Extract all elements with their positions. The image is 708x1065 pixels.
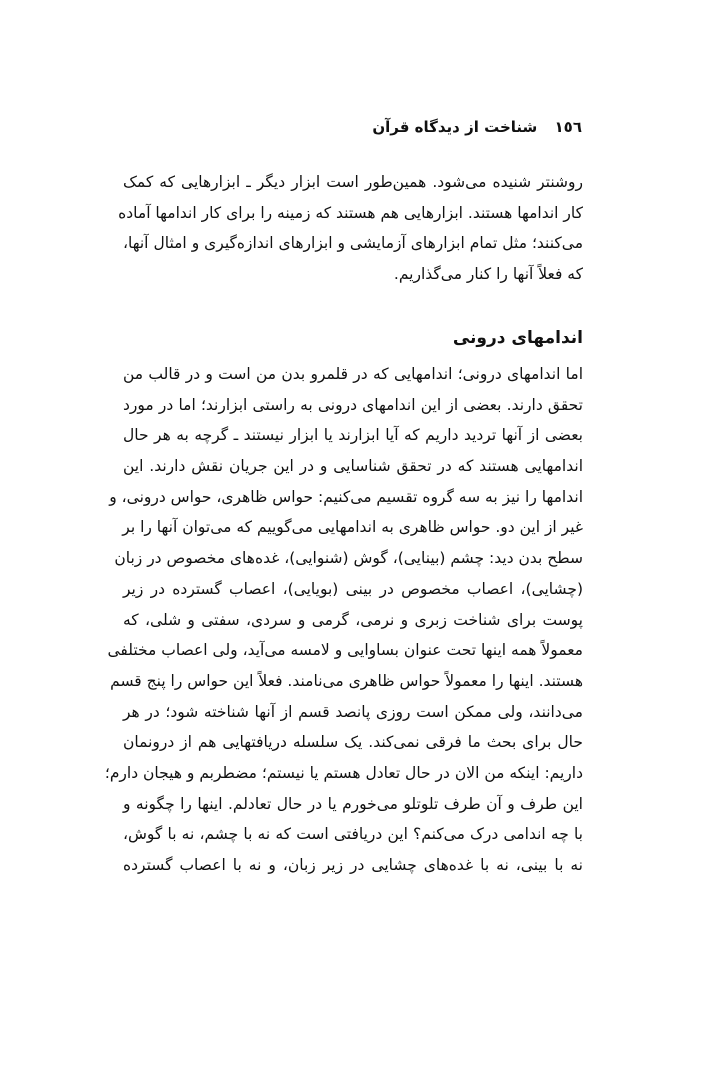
paragraph-1 xyxy=(118,167,583,290)
section-heading: اندامهای درونی xyxy=(452,328,583,348)
text-line: حال برای بحث ما فرقی نمی‌کند. یک سلسله دریافتهایی هم از درونمان xyxy=(123,733,583,752)
text-line: می‌کنند؛ مثل تمام ابزارهای آزمایشی و ابزارهای اندازه‌گیری و امثال آنها، xyxy=(123,234,583,253)
running-header xyxy=(372,118,582,136)
text-line: می‌دانند، ولی ممکن است روزی پانصد قسم از آنها شناخته شود؛ در هر xyxy=(123,702,583,721)
text-line: کار اندامها هستند. ابزارهایی هم هستند که زمینه را برای کار اندامها آماده xyxy=(118,203,583,222)
text-line: که فعلاً آنها را کنار می‌گذاریم. xyxy=(393,265,583,284)
text-line: سطح بدن دید: چشم (بینایی)، گوش (شنوایی)، غده‌های مخصوص در زبان xyxy=(114,549,583,568)
page-number: ١٥٦ xyxy=(554,118,582,136)
text-line: بعضی از آنها تردید داریم که آیا ابزارند یا ابزار نیستند ـ گرچه به هر حال xyxy=(123,426,583,445)
text-line: اندامهایی هستند که در تحقق شناسایی و در این جریان نقش دارند. این xyxy=(123,457,583,476)
book-title: شناخت از دیدگاه قرآن xyxy=(372,118,538,136)
text-line: معمولاً همه اینها تحت عنوان بساوایی و لامسه می‌آید، ولی اعصاب مختلفی xyxy=(107,641,583,660)
text-line: غیر از این دو. حواس ظاهری به اندامهایی می‌گوییم که می‌توان آنها را بر xyxy=(122,518,583,537)
text-line: داریم: اینکه من الان در حال تعادل هستم یا نیستم؛ مضطربم و هیجان دارم؛ xyxy=(104,763,583,782)
text-line: این طرف و آن طرف تلوتلو می‌خورم یا در حال تعادلم. اینها را چگونه و xyxy=(123,794,583,813)
text-line: هستند. اینها را معمولاً حواس ظاهری می‌نامند. فعلاً این حواس را پنج قسم xyxy=(110,671,583,690)
text-line: تحقق دارند. بعضی از این اندامهای درونی به راستی ابزارند؛ اما در مورد xyxy=(123,395,583,414)
text-line: پوست برای شناخت زبری و نرمی، گرمی و سردی، سفتی و شلی، که xyxy=(123,610,583,629)
text-line: با چه اندامی درک می‌کنم؟ این دریافتی است که نه با چشم، نه با گوش، xyxy=(123,825,583,844)
text-line: نه با بینی، نه با غده‌های چشایی در زیر زبان، و نه با اعصاب گسترده xyxy=(123,856,583,874)
text-line: (چشایی)، اعصاب مخصوص در بینی (بویایی)، اعصاب گسترده در زیر xyxy=(123,579,583,598)
text-line: اما اندامهای درونی؛ اندامهایی که در قلمرو بدن من است و در قالب من xyxy=(123,365,583,383)
paragraph-2 xyxy=(104,359,583,881)
text-line: روشنتر شنیده می‌شود. همین‌طور است ابزار دیگر ـ ابزارهایی که کمک xyxy=(123,173,583,191)
text-line: اندامها را نیز به سه گروه تقسیم می‌کنیم: حواس ظاهری، حواس درونی، و xyxy=(109,487,583,506)
